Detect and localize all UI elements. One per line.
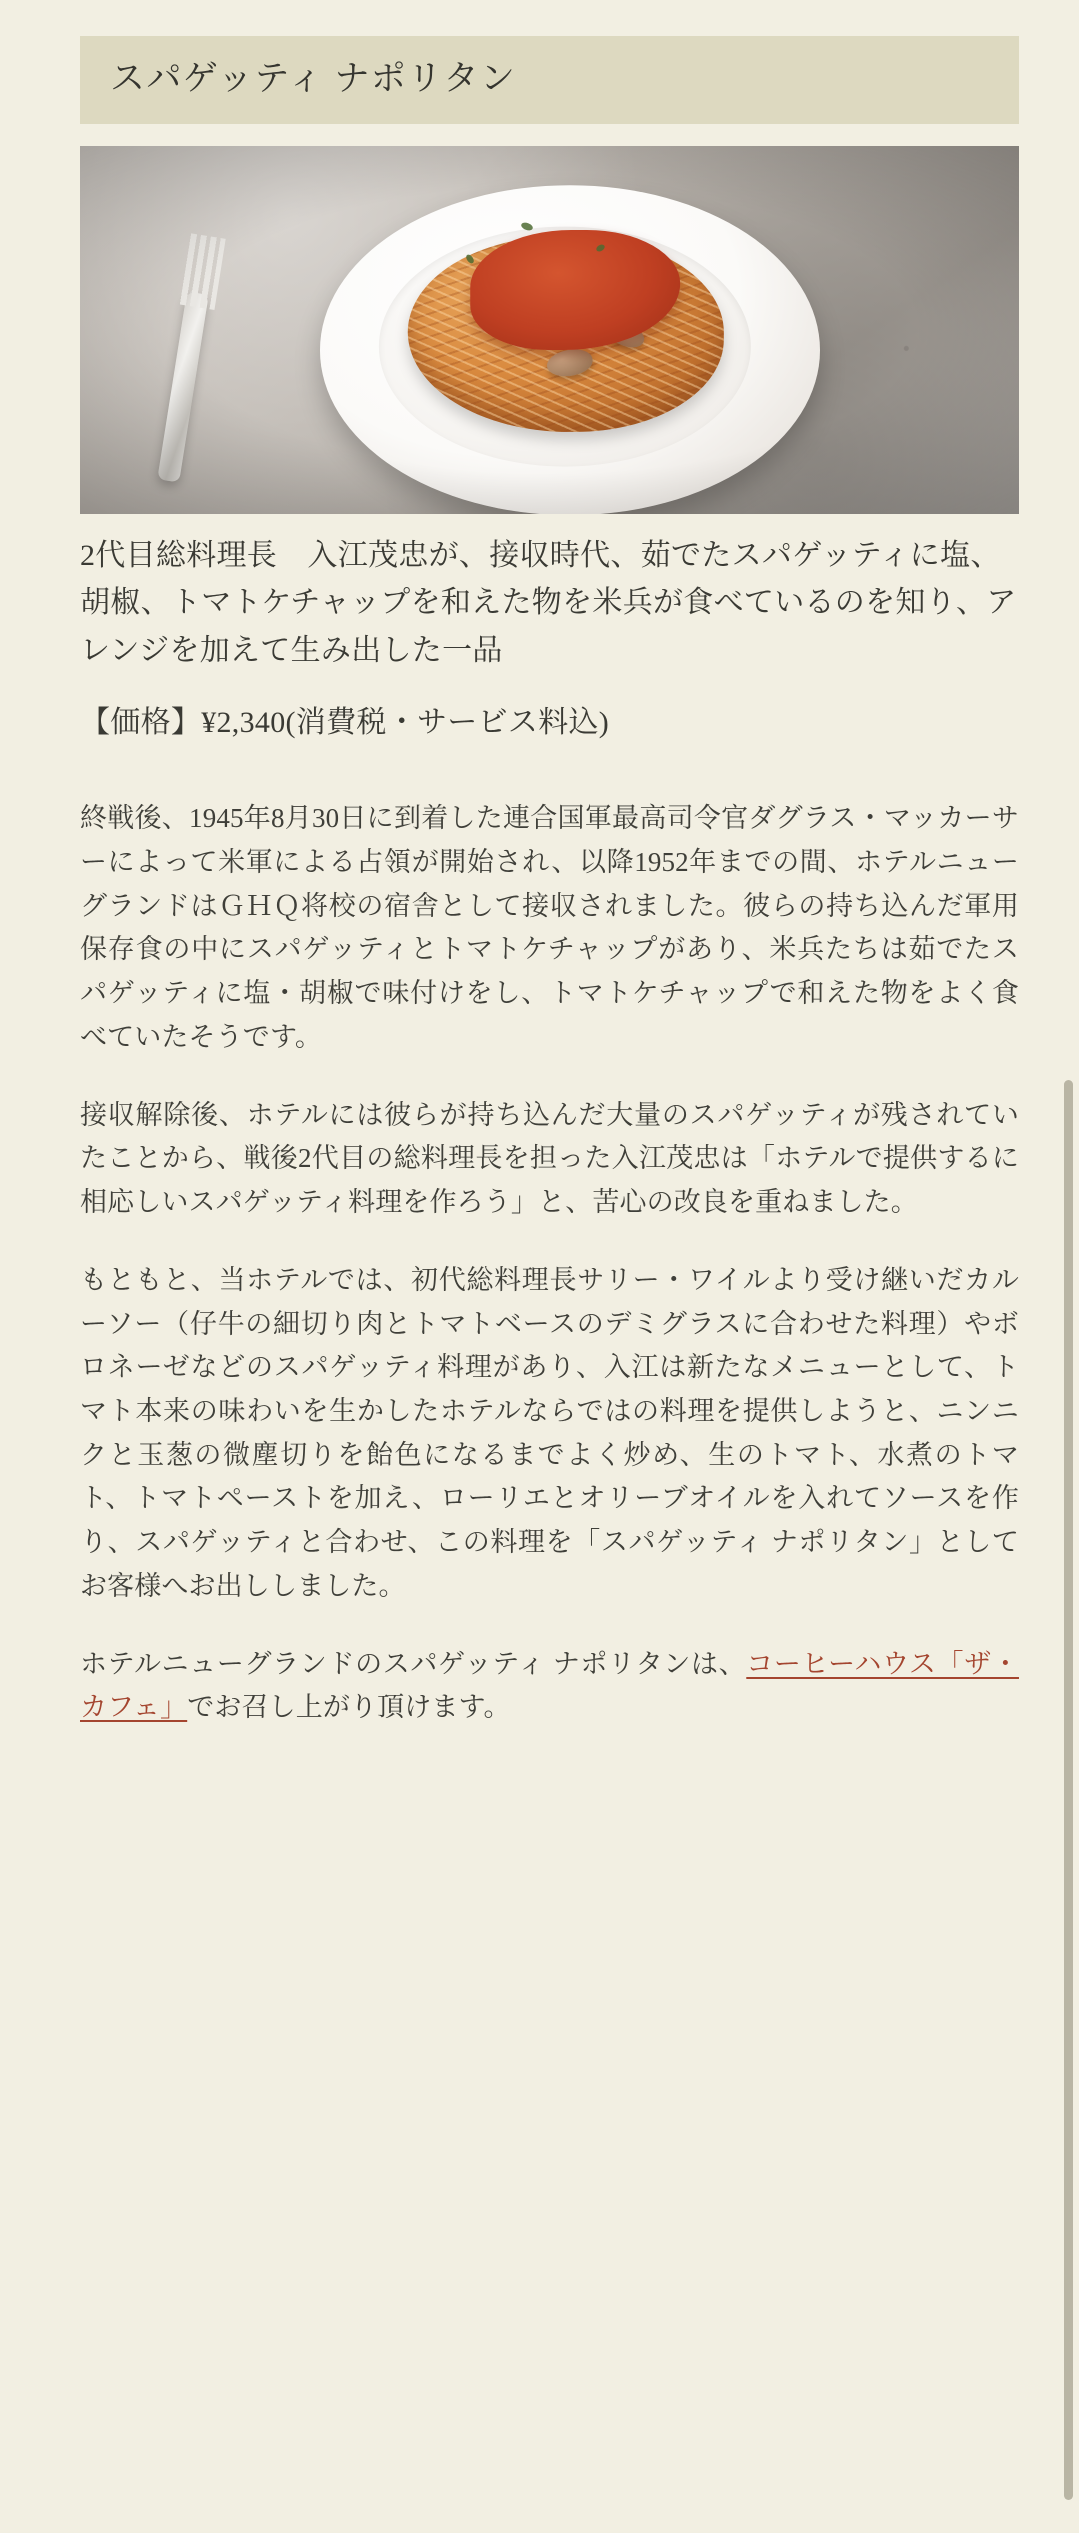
price-text: 【価格】¥2,340(消費税・サービス料込)	[80, 706, 610, 740]
closing-paragraph	[80, 1643, 1019, 1730]
dish-photo-container	[80, 146, 1019, 514]
page-title: スパゲッティ ナポリタン	[110, 59, 517, 98]
history-paragraph-2: 接収解除後、ホテルには彼らが持ち込んだ大量のスパゲッティが残されていたことから、戦後2代目の総料理長を担った入江茂忠は「ホテルで提供するに相応しいスパゲッティ料理を作ろう」と、苦心の改良を重ねました。	[80, 1099, 1019, 1218]
photo-vignette	[80, 146, 1019, 514]
closing-text-after: でお召し上がり頂けます。	[187, 1692, 511, 1723]
closing-text-before: ホテルニューグランドのスパゲッティ ナポリタンは、	[80, 1648, 747, 1679]
history-paragraph-3: もともと、当ホテルでは、初代総料理長サリー・ワイルより受け継いだカルーソー（仔牛の細切り肉とトマトベースのデミグラスに合わせた料理）やボロネーゼなどのスパゲッティ料理があり、入江は新たなメニューとして、トマト本来の味わいを生かしたホテルならではの料理を提供しようと、ニンニクと玉葱の微塵切りを飴色になるまでよく炒め、生のトマト、水煮のトマト、トマトペーストを加え、ローリエとオリーブオイルを入れてソースを作り、スパゲッティと合わせ、この料理を「スパゲッティ ナポリタン」としてお客様へお出ししました。	[80, 1264, 1019, 1601]
page-title-bar	[80, 36, 1019, 124]
dish-photo	[80, 146, 1019, 514]
the-cafe-link[interactable]: コーヒーハウス「ザ・カフェ」	[80, 1648, 1019, 1723]
dish-description: 2代目総料理長 入江茂忠が、接収時代、茹でたスパゲッティに塩、胡椒、トマトケチャップを和えた物を米兵が食べているのを知り、アレンジを加えて生み出した一品	[80, 539, 1017, 667]
vertical-scrollbar[interactable]	[1064, 1080, 1073, 2500]
history-paragraph-1: 終戦後、1945年8月30日に到着した連合国軍最高司令官ダグラス・マッカーサーによって米軍による占領が開始され、以降1952年までの間、ホテルニューグランドはＧＨＱ将校の宿舎として接収されました。彼らの持ち込んだ軍用保存食の中にスパゲッティとトマトケチャップがあり、米兵たちは茹でたスパゲッティに塩・胡椒で味付けをし、トマトケチャップで和えた物をよく食べていたそうです。	[80, 803, 1019, 1052]
